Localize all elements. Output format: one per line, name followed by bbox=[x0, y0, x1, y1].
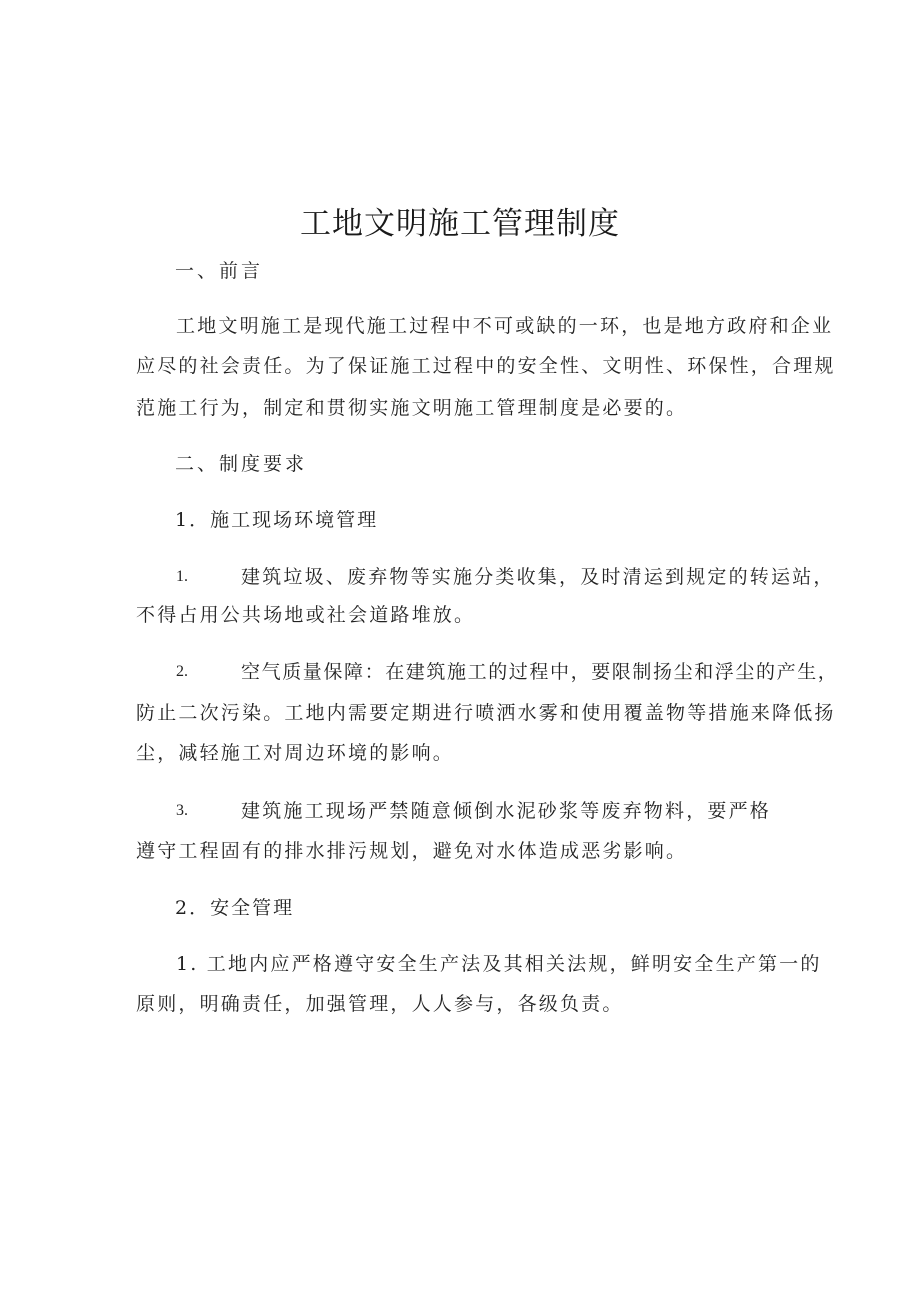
list-item-number: 1. bbox=[176, 568, 188, 585]
list-item-line: 1. 工地内应严格遵守安全生产法及其相关法规，鲜明安全生产第一的 bbox=[176, 953, 822, 975]
list-item-line: 遵守工程固有的排水排污规划，避免对水体造成恶劣影响。 bbox=[136, 840, 688, 862]
intro-line: 应尽的社会责任。为了保证施工过程中的安全性、文明性、环保性，合理规 bbox=[136, 355, 836, 377]
list-item-number: 2. bbox=[176, 663, 188, 680]
document-title: 工地文明施工管理制度 bbox=[300, 206, 620, 242]
list-item-line: 原则，明确责任，加强管理，人人参与，各级负责。 bbox=[136, 993, 624, 1015]
list-item-line: 建筑施工现场严禁随意倾倒水泥砂浆等废弃物料，要严格 bbox=[241, 800, 772, 822]
list-item-line: 建筑垃圾、废弃物等实施分类收集，及时清运到规定的转运站， bbox=[241, 566, 835, 588]
intro-line: 范施工行为，制定和贯彻实施文明施工管理制度是必要的。 bbox=[136, 397, 688, 419]
section-heading-requirements: 二、制度要求 bbox=[175, 453, 308, 475]
subsection-heading-safety: 2．安全管理 bbox=[175, 897, 295, 919]
intro-line: 工地文明施工是现代施工过程中不可或缺的一环，也是地方政府和企业 bbox=[176, 315, 834, 337]
list-item-number: 3. bbox=[176, 802, 188, 819]
list-item-line: 空气质量保障：在建筑施工的过程中，要限制扬尘和浮尘的产生， bbox=[241, 661, 839, 683]
subsection-heading-environment: 1．施工现场环境管理 bbox=[175, 509, 379, 531]
list-item-line: 尘，减轻施工对周边环境的影响。 bbox=[136, 742, 455, 764]
list-item-line: 不得占用公共场地或社会道路堆放。 bbox=[136, 604, 476, 626]
section-heading-preface: 一、前言 bbox=[175, 260, 264, 282]
list-item-line: 防止二次污染。工地内需要定期进行喷洒水雾和使用覆盖物等措施来降低扬 bbox=[136, 702, 836, 724]
